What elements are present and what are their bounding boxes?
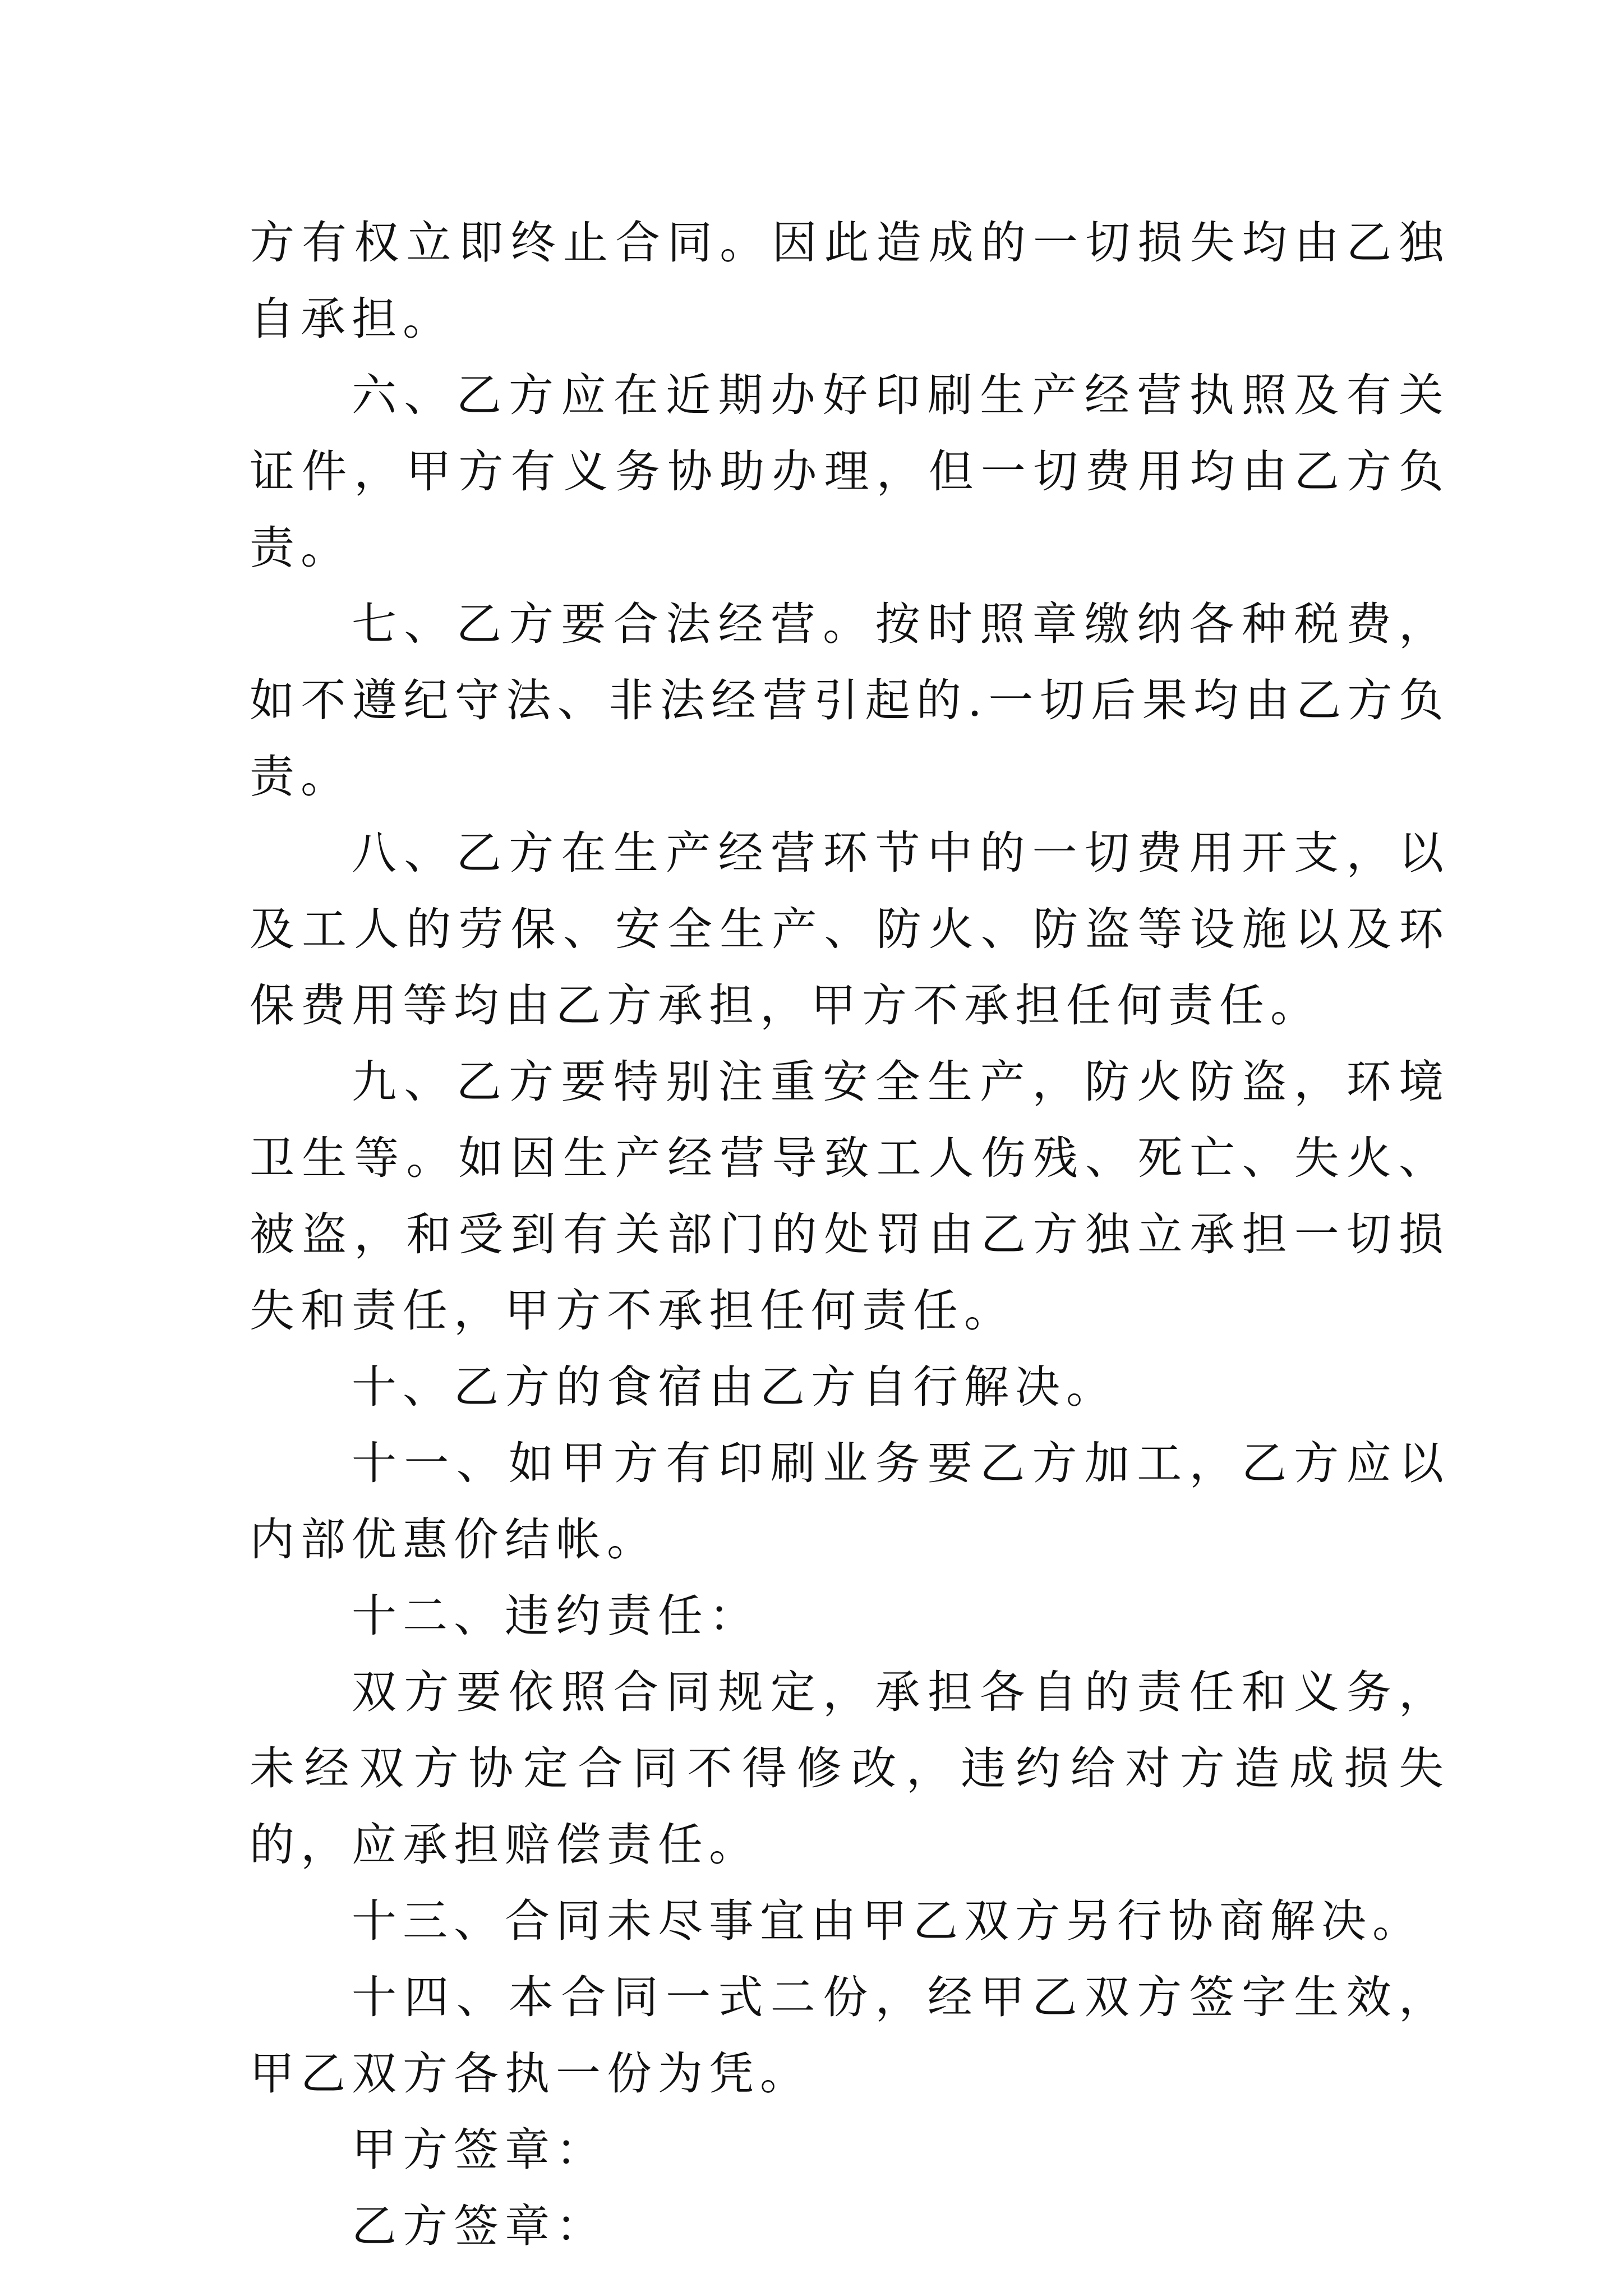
clause-6-license: 六、乙方应在近期办好印刷生产经营执照及有关证件，甲方有义务协助办理，但一切费用均由乙方负责。 — [250, 369, 1450, 574]
party-a-signature: 甲方签章： — [352, 2124, 607, 2176]
clause-12-breach-liability: 双方要依照合同规定，承担各自的责任和义务，未经双方协定合同不得修改，违约给对方造成损失的，应承担赔偿责任。 — [250, 1666, 1450, 1871]
party-b-signature: 乙方签章： — [352, 2200, 607, 2252]
clause-13-negotiation: 十三、合同未尽事宜由甲乙双方另行协商解决。 — [352, 1895, 1423, 1947]
clause-12-heading: 十二、违约责任： — [352, 1590, 760, 1642]
clause-8-expenses: 八、乙方在生产经营环节中的一切费用开支，以及工人的劳保、安全生产、防火、防盗等设施以及环保费用等均由乙方承担，甲方不承担任何责任。 — [250, 827, 1450, 1032]
contract-body — [250, 205, 1450, 2265]
clause-11-internal-pricing: 十一、如甲方有印刷业务要乙方加工，乙方应以内部优惠价结帐。 — [250, 1437, 1450, 1566]
clause-7-legal-operation: 七、乙方要合法经营。按时照章缴纳各种税费，如不遵纪守法、非法经营引起的.一切后果均由乙方负责。 — [250, 598, 1450, 803]
clause-14-copies: 十四、本合同一式二份，经甲乙双方签字生效，甲乙双方各执一份为凭。 — [250, 1971, 1450, 2100]
paragraph-termination-continued: 方有权立即终止合同。因此造成的一切损失均由乙独自承担。 — [250, 217, 1450, 345]
clause-10-accommodation: 十、乙方的食宿由乙方自行解决。 — [352, 1361, 1117, 1413]
clause-9-safety: 九、乙方要特别注重安全生产，防火防盗，环境卫生等。如因生产经营导致工人伤残、死亡、失火、被盗，和受到有关部门的处罚由乙方独立承担一切损失和责任，甲方不承担任何责任。 — [250, 1056, 1450, 1337]
